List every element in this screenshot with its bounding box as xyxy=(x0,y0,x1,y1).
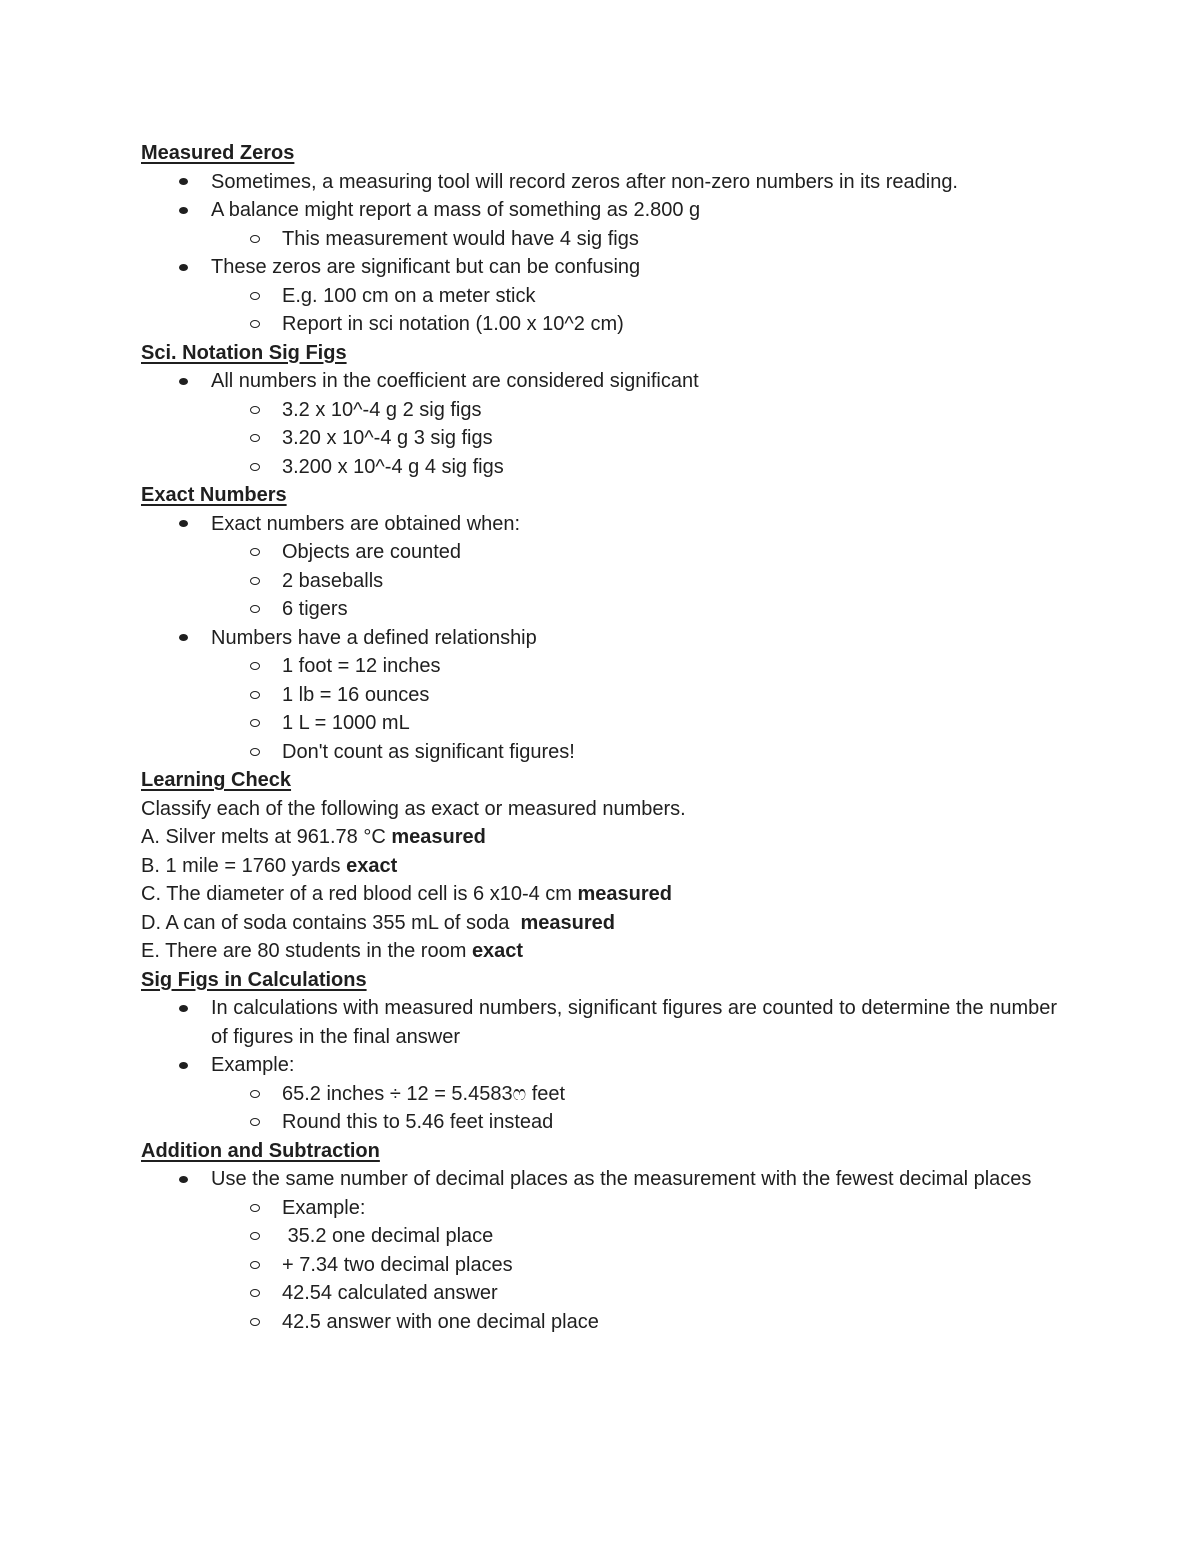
bullet-ring-icon xyxy=(250,424,260,453)
bullet-ring-icon xyxy=(250,1108,260,1137)
sub-bullet-item: 42.5 answer with one decimal place xyxy=(141,1308,1061,1337)
bullet-item: Exact numbers are obtained when: xyxy=(141,510,1061,539)
bullet-dot-icon xyxy=(179,196,188,225)
bullet-item: Numbers have a defined relationship xyxy=(141,624,1061,653)
sub-bullet-item: Don't count as significant figures! xyxy=(141,738,1061,767)
answer-label: measured xyxy=(391,826,486,848)
bullet-dot-icon xyxy=(179,624,188,653)
heading-sig-figs-calculations: Sig Figs in Calculations xyxy=(141,968,367,991)
heading-sci-notation: Sci. Notation Sig Figs xyxy=(141,341,347,364)
sub-bullet-item: 65.2 inches ÷ 12 = 5.4583ෆ feet xyxy=(141,1080,1061,1109)
bullet-dot-icon xyxy=(179,1051,188,1080)
sub-bullet-item: 42.54 calculated answer xyxy=(141,1279,1061,1308)
bullet-ring-icon xyxy=(250,1251,260,1280)
sub-bullet-item: Report in sci notation (1.00 x 10^2 cm) xyxy=(141,310,1061,339)
bullet-ring-icon xyxy=(250,225,260,254)
bullet-ring-icon xyxy=(250,1279,260,1308)
bullet-dot-icon xyxy=(179,994,188,1023)
bullet-item: A balance might report a mass of something as 2.800 g xyxy=(141,196,1061,225)
bullet-item: These zeros are significant but can be confusing xyxy=(141,253,1061,282)
sub-bullet-item: 1 lb = 16 ounces xyxy=(141,681,1061,710)
bullet-ring-icon xyxy=(250,1222,260,1251)
heading-exact-numbers: Exact Numbers xyxy=(141,484,287,506)
sub-bullet-item: This measurement would have 4 sig figs xyxy=(141,225,1061,254)
bullet-ring-icon xyxy=(250,595,260,624)
bullet-ring-icon xyxy=(250,282,260,311)
sub-bullet-item: Example: xyxy=(141,1194,1061,1223)
learning-check-item: A. Silver melts at 961.78 °C measured xyxy=(141,826,486,848)
bullet-item: In calculations with measured numbers, significant figures are counted to determine the number of figures in the final answer xyxy=(141,994,1061,1051)
sub-bullet-item: 3.20 x 10^-4 g 3 sig figs xyxy=(141,424,1061,453)
bullet-ring-icon xyxy=(250,453,260,482)
bullet-ring-icon xyxy=(250,652,260,681)
heading-learning-check: Learning Check xyxy=(141,769,292,791)
bullet-ring-icon xyxy=(250,310,260,339)
bullet-item: All numbers in the coefficient are considered significant xyxy=(141,367,1061,396)
bullet-dot-icon xyxy=(179,367,188,396)
learning-check-item: D. A can of soda contains 355 mL of soda measured xyxy=(141,911,616,934)
bullet-dot-icon xyxy=(179,253,188,282)
bullet-ring-icon xyxy=(250,1308,260,1337)
answer-label: exact xyxy=(471,940,524,962)
answer-label: measured xyxy=(577,883,673,905)
bullet-item: Use the same number of decimal places as the measurement with the fewest decimal places xyxy=(141,1165,1061,1194)
sub-bullet-item: 1 foot = 12 inches xyxy=(141,652,1061,681)
bullet-ring-icon xyxy=(250,681,260,710)
bullet-ring-icon xyxy=(250,567,260,596)
sub-bullet-item: 6 tigers xyxy=(141,595,1061,624)
bullet-ring-icon xyxy=(250,738,260,767)
sub-bullet-item: E.g. 100 cm on a meter stick xyxy=(141,282,1061,311)
bullet-dot-icon xyxy=(179,168,188,197)
sub-bullet-item: 1 L = 1000 mL xyxy=(141,709,1061,738)
bullet-ring-icon xyxy=(250,1080,260,1109)
bullet-ring-icon xyxy=(250,1194,260,1223)
sub-bullet-item: 3.200 x 10^-4 g 4 sig figs xyxy=(141,453,1061,482)
answer-label: measured xyxy=(520,911,616,934)
learning-check-intro: Classify each of the following as exact or measured numbers. xyxy=(141,797,686,820)
bullet-ring-icon xyxy=(250,709,260,738)
sub-bullet-item: 35.2 one decimal place xyxy=(141,1222,1061,1251)
sub-bullet-item: Round this to 5.46 feet instead xyxy=(141,1108,1061,1137)
learning-check-item: E. There are 80 students in the room exact xyxy=(141,940,524,962)
heading-measured-zeros: Measured Zeros xyxy=(141,142,295,164)
bullet-ring-icon xyxy=(250,396,260,425)
bullet-item: Example: xyxy=(141,1051,1061,1080)
bullet-dot-icon xyxy=(179,1165,188,1194)
sub-bullet-item: Objects are counted xyxy=(141,538,1061,567)
bullet-dot-icon xyxy=(179,510,188,539)
sub-bullet-item: + 7.34 two decimal places xyxy=(141,1251,1061,1280)
sub-bullet-item: 3.2 x 10^-4 g 2 sig figs xyxy=(141,396,1061,425)
learning-check-item: C. The diameter of a red blood cell is 6 x10-4 cm measured xyxy=(141,883,673,905)
sub-bullet-item: 2 baseballs xyxy=(141,567,1061,596)
answer-label: exact xyxy=(346,854,398,877)
bullet-ring-icon xyxy=(250,538,260,567)
document-page xyxy=(141,139,1061,1336)
heading-addition-subtraction: Addition and Subtraction xyxy=(141,1139,380,1162)
bullet-item: Sometimes, a measuring tool will record zeros after non-zero numbers in its reading. xyxy=(141,168,1061,197)
learning-check-item: B. 1 mile = 1760 yards exact xyxy=(141,854,398,877)
